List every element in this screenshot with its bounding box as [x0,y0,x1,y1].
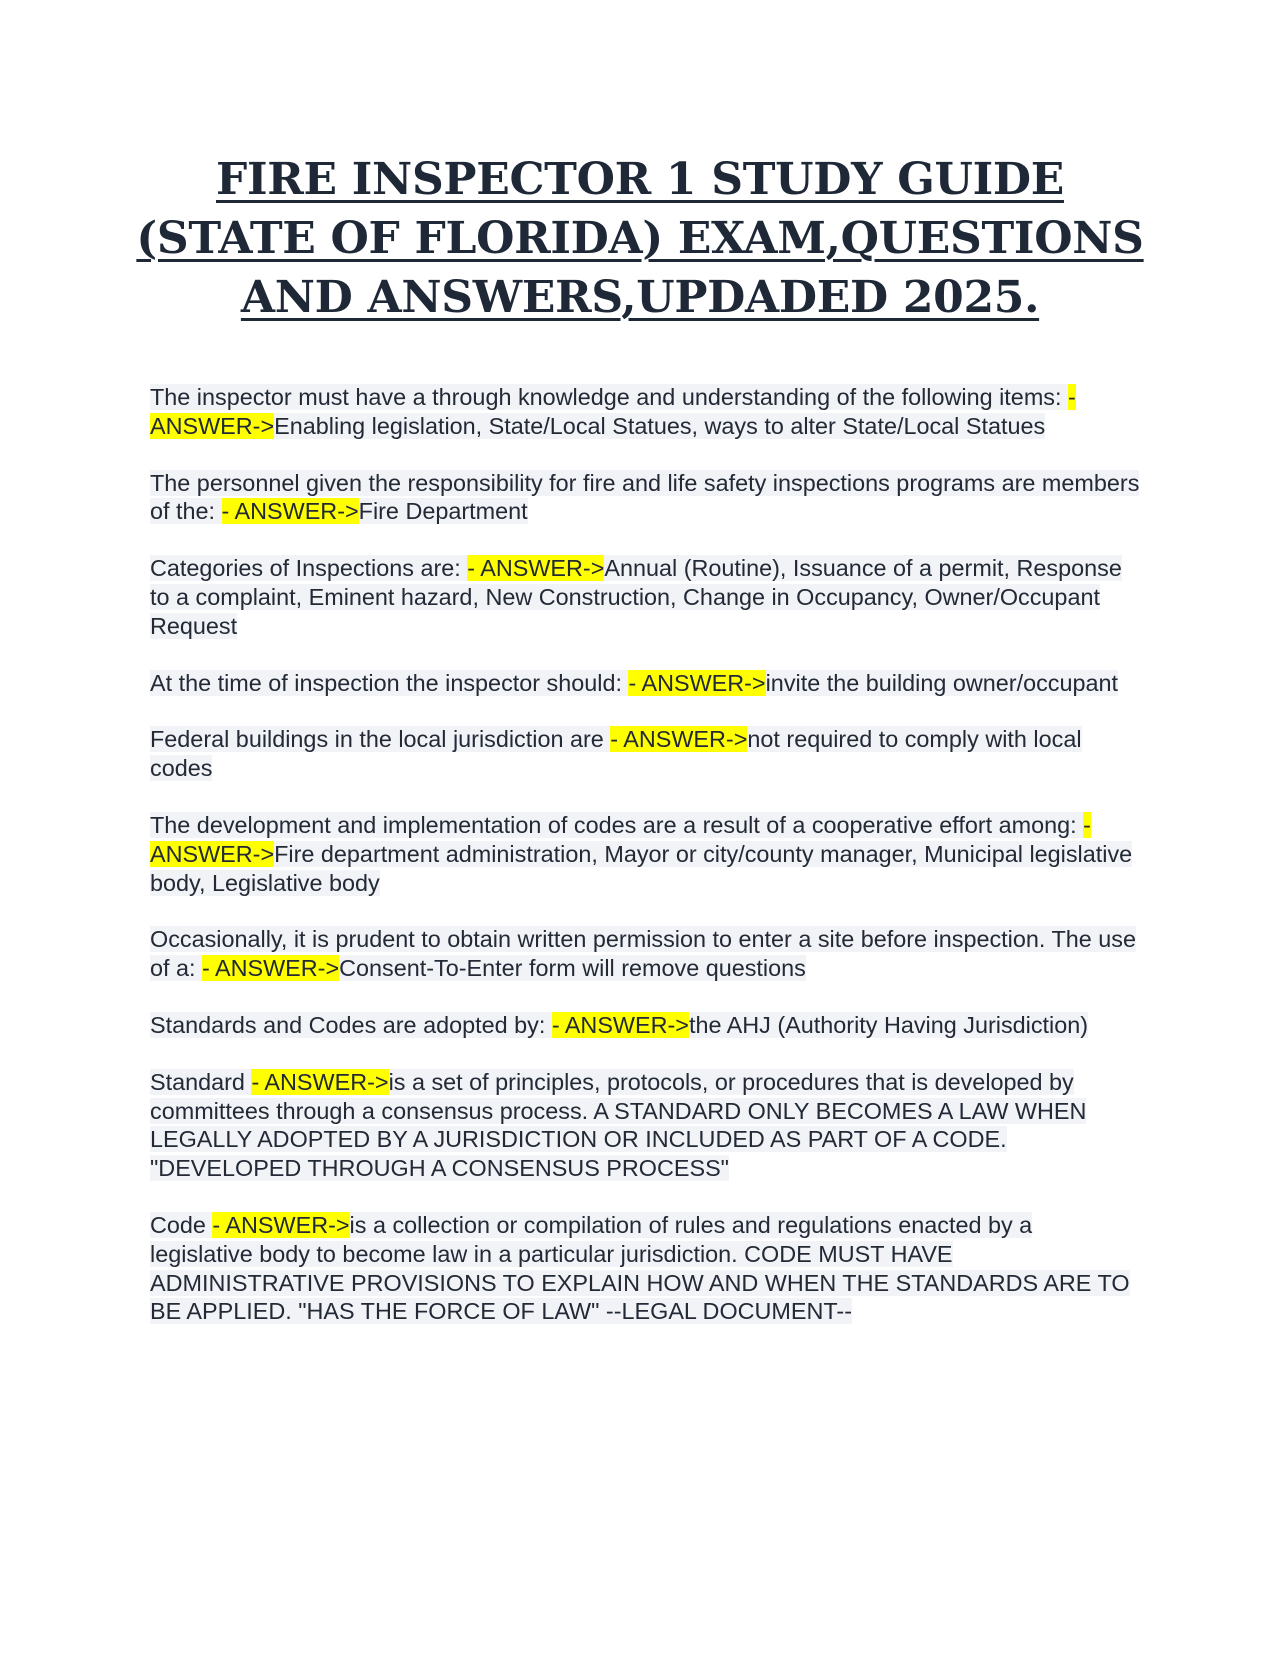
answer-marker: - ANSWER-> [212,1211,350,1238]
qa-list [150,383,1140,1354]
qa-item-1 [150,383,1140,441]
answer-marker: - ANSWER-> [150,384,1076,439]
answer-text: Enabling legislation, State/Local Statues, ways to alter State/Local Statues [274,412,1046,439]
question-text: Federal buildings in the local jurisdiction are [150,726,611,753]
answer-marker: - ANSWER-> [251,1068,389,1095]
answer-marker: - ANSWER-> [221,498,359,525]
answer-marker: - ANSWER-> [610,726,748,753]
answer-marker: - ANSWER-> [202,955,340,982]
answer-text: is a collection or compilation of rules and regulations enacted by a legislative body to become law in a particular jurisdiction. CODE MUST HAVE ADMINISTRATIVE PROVISIONS TO EXPLAIN HOW AND WHEN THE STANDARDS ARE TO BE APPLIED. "HAS THE FORCE OF LAW" --LEGAL DOCUMENT-- [150,1211,1130,1325]
question-text: Standard [150,1068,252,1095]
answer-marker: - ANSWER-> [467,555,605,582]
qa-item-8 [150,1011,1140,1040]
qa-item-4 [150,669,1140,698]
answer-text: the AHJ (Authority Having Jurisdiction) [688,1011,1089,1038]
qa-item-3 [150,554,1140,640]
question-text: At the time of inspection the inspector should: [150,669,629,696]
answer-text: Consent-To-Enter form will remove questions [339,955,806,982]
qa-item-6 [150,811,1140,897]
answer-text: Fire department administration, Mayor or city/county manager, Municipal legislative body, Legislative body [150,840,1133,896]
answer-text: invite the building owner/occupant [765,669,1118,696]
question-text: Code [150,1211,213,1238]
answer-text: not required to comply with local codes [150,726,1082,782]
question-text: Occasionally, it is prudent to obtain written permission to enter a site before inspection. The use of a: [150,926,1136,982]
page-title: FIRE INSPECTOR 1 STUDY GUIDE (STATE OF FLORIDA) EXAM,QUESTIONS AND ANSWERS,UPDADED 2025. [136,154,1144,323]
qa-item-2 [150,469,1140,527]
answer-marker: - ANSWER-> [628,669,766,696]
qa-item-5 [150,725,1140,783]
answer-text: Fire Department [358,498,528,525]
qa-item-9 [150,1068,1140,1183]
question-text: Categories of Inspections are: [150,555,468,582]
answer-text: is a set of principles, protocols, or procedures that is developed by committees through a consensus process. A STANDARD ONLY BECOMES A LAW WHEN LEGALLY ADOPTED BY A JURISDICTION OR INCLUDED AS PART OF A CODE. "DEVELOPED THROUGH A CONSENSUS PROCESS" [150,1068,1087,1182]
question-text: The development and implementation of codes are a result of a cooperative effort among: [150,811,1084,838]
question-text: The inspector must have a through knowledge and understanding of the following items: [150,384,1068,410]
answer-marker: - ANSWER-> [551,1011,689,1038]
answer-marker: - ANSWER-> [150,811,1091,867]
answer-text: Annual (Routine), Issuance of a permit, Response to a complaint, Eminent hazard, New Construction, Change in Occupancy, Owner/Occupant Request [150,555,1122,639]
question-text: The personnel given the responsibility for fire and life safety inspections programs are members of the: [150,469,1140,525]
qa-item-10 [150,1211,1140,1326]
question-text: Standards and Codes are adopted by: [150,1011,552,1038]
qa-item-7 [150,925,1140,983]
